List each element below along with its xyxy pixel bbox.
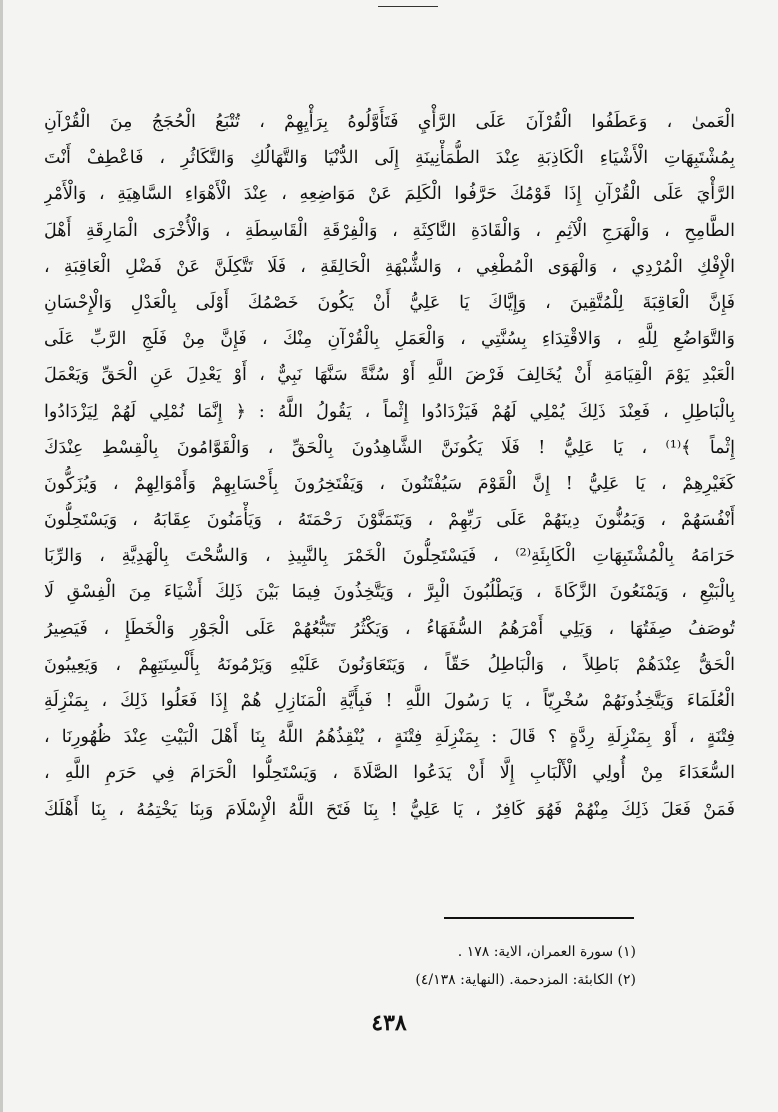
page-edge-shadow	[0, 0, 3, 1112]
body-line: حَرَامَهُ بِالْمُشْتَبِهَاتِ الْكَابِئَةِ⁽²⁾ ، فَيَسْتَحِلُّونَ الْخَمْرَ بِالنَّبِيذِ ، وَالسُّحْتَ بِالْهَدِيَّةِ ، وَالرِّبَا	[44, 546, 735, 567]
body-line: الْعُلَمَاءَ وَيَتَّخِذُونَهُمْ سُخْرِيّاً ، يَا رَسُولَ اللَّهِ ! فَبِأَيَّةِ الْمَنَازِلِ هُمْ إِذَا فَعَلُوا ذَلِكَ ، بِمَنْزِلَةِ	[44, 691, 735, 711]
body-line: بِالْبَاطِلِ ، فَعِنْدَ ذَلِكَ يُمْلِي لَهُمْ فَيَزْدَادُوا إِثْماً ، يَقُولُ اللَّهُ : ﴿ إِنَّمَا نُمْلِي لَهُمْ لِيَزْدَادُوا	[44, 401, 735, 422]
body-line: تُوصَفُ صِفَتُهَا ، وَيَلِي أَمْرَهُمُ السُّفَهَاءُ ، وَيَكْثُرُ تَتَبُّعُهُمْ عَلَى الْجَوْرِ وَالْخَطَإِ ، فَيَصِيرُ	[44, 618, 735, 639]
body-line: بِالْبَيْعِ ، وَيَمْنَعُونَ الزَّكَاةَ ، وَيَطْلُبُونَ الْبِرَّ ، وَيَتَّخِذُونَ فِيمَا بَيْنَ ذَلِكَ أَشْيَاءَ مِنَ الْفِسْقِ لَا	[44, 582, 735, 603]
footnotes	[216, 938, 636, 994]
body-line: الْعَمىٰ ، وَعَطَفُوا الْقُرْآنَ عَلَى الرَّأْيِ فَتَأَوَّلُوهُ بِرَأْيِهِمْ ، تُتْبَعُ الْحُجَجُ مِنَ الْقُرْآنِ	[44, 112, 735, 132]
body-line: أَنْفُسَهُمْ ، وَيَمُنُّونَ دِينَهُمْ عَلَى رَبِّهِمْ ، وَيَتَمَنَّوْنَ رَحْمَتَهُ ، وَيَأْمَنُونَ عِقَابَهُ ، وَيَسْتَحِلُّونَ	[44, 510, 735, 531]
body-line: الْحَقُّ عِنْدَهُمْ بَاطِلاً ، وَالْبَاطِلُ حَقّاً ، وَيَتَعَاوَنُونَ عَلَيْهِ وَيَرْمُونَهُ بِأَلْسِنَتِهِمْ ، وَيَعِيبُونَ	[44, 654, 735, 675]
body-line: فَمَنْ فَعَلَ ذَلِكَ مِنْهُمْ فَهُوَ كَافِرٌ ، يَا عَلِيُّ ! بِنَا فَتَحَ اللَّهُ الْإِسْلَامَ وَبِنَا يَخْتِمُهُ ، بِنَا أَهْلَكَ	[44, 799, 735, 820]
body-line: إِثْماً ﴾⁽¹⁾ ، يَا عَلِيُّ ! فَلَا يَكُونَنَّ الشَّاهِدُونَ بِالْحَقِّ ، وَالْقَوَّامُونَ بِالْقِسْطِ عِنْدَكَ	[44, 437, 735, 458]
body-text	[44, 104, 735, 828]
body-line: الْإِفْكِ الْمُرْدِي ، وَالْهَوَى الْمُطْغِي ، وَالشُّبْهَةِ الْحَالِقَةِ ، فَلَا تَتَّكِلَنَّ عَنْ فَضْلِ الْعَاقِبَةِ ،	[44, 256, 735, 277]
body-line: الْعَبْدِ يَوْمَ الْقِيَامَةِ أَنْ يُخَالِفَ فَرْضَ اللَّهِ أَوْ سُنَّةً سَنَّهَا نَبِيٌّ ، أَوْ يَعْدِلَ عَنِ الْحَقِّ وَيَعْمَلَ	[44, 365, 735, 386]
top-rule	[378, 6, 438, 7]
footnote-2: (٢) الكابئة: المزدحمة. (النهاية: ٤/١٣٨)	[415, 972, 636, 988]
body-line: فِتْنَةٍ ، أَوْ بِمَنْزِلَةِ رِدَّةٍ ؟ قَالَ : بِمَنْزِلَةِ فِتْنَةٍ ، يُنْقِذُهُمُ اللَّهُ بِنَا أَهْلَ الْبَيْتِ عِنْدَ ظُهُورِنَا ،	[44, 727, 735, 748]
body-line: فَإِنَّ الْعَاقِبَةَ لِلْمُتَّقِينَ ، وَإِيَّاكَ يَا عَلِيُّ أَنْ يَكُونَ خَصْمُكَ أَوْلَى بِالْعَدْلِ وَالْإِحْسَانِ	[44, 292, 735, 313]
body-line: الطَّامِحِ ، وَالْهَرَجِ الْآثِمِ ، وَالْقَادَةِ النَّاكِثَةِ ، وَالْفِرْقَةِ الْقَاسِطَةِ ، وَالْأُخْرَى الْمَارِقَةِ أَهْلَ	[44, 220, 735, 241]
page-number: ٤٣٨	[371, 1010, 407, 1036]
body-line: كَغَيْرِهِمْ ، يَا عَلِيُّ ! إِنَّ الْقَوْمَ سَيُفْتَنُونَ ، وَيَفْتَخِرُونَ بِأَحْسَابِهِمْ وَأَمْوَالِهِمْ ، وَيُزَكُّونَ	[44, 473, 735, 494]
body-line: وَالتَّوَاضُعِ لِلَّهِ ، وَالاقْتِدَاءِ بِسُنَّتِي ، وَالْعَمَلِ بِالْقُرْآنِ مِنْكَ ، فَإِنَّ مِنْ فَلَجِ الرَّبِّ عَلَى	[44, 329, 735, 350]
footnote-separator	[444, 917, 634, 919]
body-line: بِمُشْتَبِهَاتِ الْأَشْيَاءِ الْكَاذِبَةِ عِنْدَ الطُّمَأْنِينَةِ إِلَى الدُّنْيَا وَالتَّهَالُكِ وَالتَّكَاثُرِ ، فَاعْطِفْ أَنْتَ	[44, 148, 735, 169]
footnote-1: (١) سورة العمران، الاية: ١٧٨ .	[457, 944, 636, 960]
body-line: الرَّأْيَ عَلَى الْقُرْآنِ إِذَا قَوْمُكَ حَرَّفُوا الْكَلِمَ عَنْ مَوَاضِعِهِ ، عِنْدَ الْأَهْوَاءِ السَّاهِيَةِ ، وَالْأَمْرِ	[44, 184, 735, 205]
body-line: السُّعَدَاءَ مِنْ أُولِي الْأَلْبَابِ إِلَّا أَنْ يَدَعُوا الصَّلَاةَ ، وَيَسْتَحِلُّوا الْحَرَامَ فِي حَرَمِ اللَّهِ ،	[44, 763, 735, 784]
